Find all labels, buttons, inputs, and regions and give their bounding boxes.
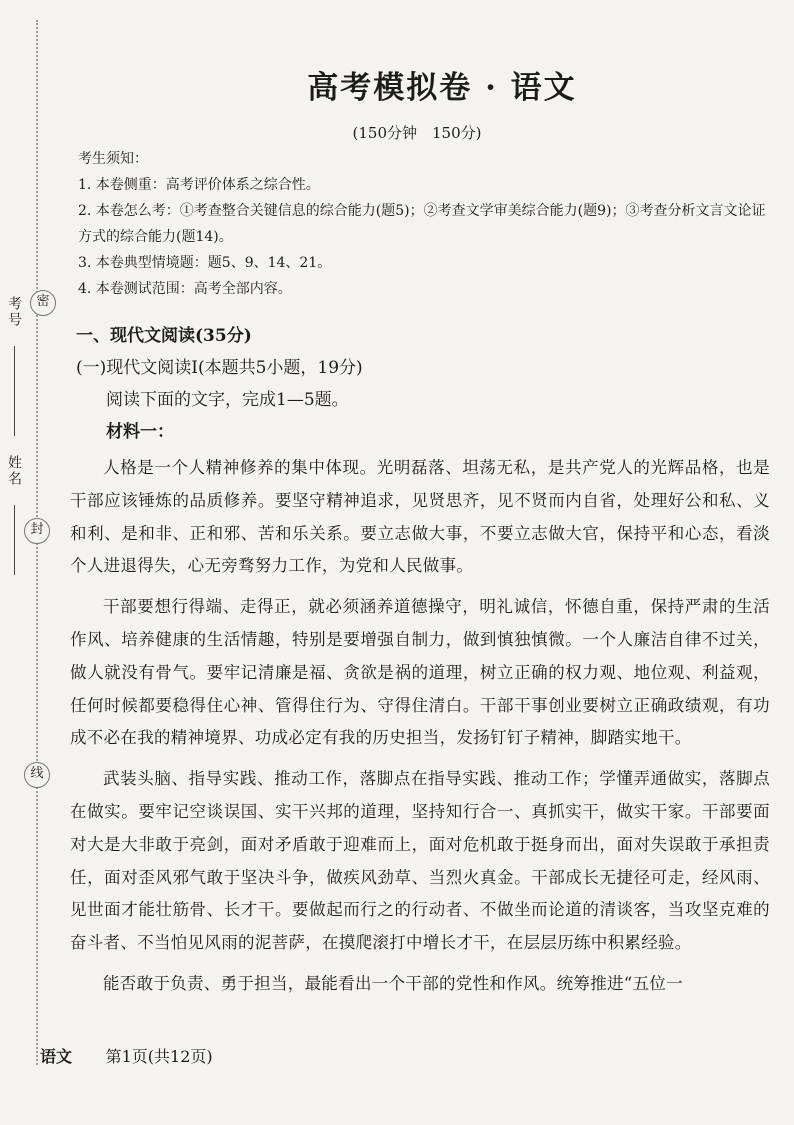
exam-number-line [14, 346, 15, 436]
footer-page-number: 第1页(共12页) [105, 1047, 213, 1066]
exam-duration-score: (150分钟 150分) [352, 124, 482, 142]
name-label: 姓名 [6, 455, 22, 487]
notice-item: 1. 本卷侧重：高考评价体系之综合性。 [78, 177, 320, 193]
page-title: 高考模拟卷 · 语文 [307, 70, 577, 106]
paragraph: 能否敢于负责、勇于担当，最能看出一个干部的党性和作风。统筹推进“五位一 [103, 973, 683, 993]
notice-item: 3. 本卷典型情境题：题5、9、14、21。 [78, 255, 332, 271]
paragraph: 人格是一个人精神修养的集中体现。光明磊落、坦荡无私，是共产党人的光辉品格，也是干部应该锤炼的品质修养。要坚守精神追求，见贤思齐，见不贤而内自省，处理好公和私、义和利、是和非、正和邪、苦和乐关系。要立志做大事，不要立志做大官，保持平和心态，看淡个人进退得失，心无旁骛努力工作，为党和人民做事。 [70, 458, 770, 576]
paragraph: 武装头脑、指导实践、推动工作，落脚点在指导实践、推动工作；学懂弄通做实，落脚点在做实。要牢记空谈误国、实干兴邦的道理，坚持知行合一、真抓实干，做实干家。干部要面对大是大非敢于亮剑，面对矛盾敢于迎难而上，面对危机敢于挺身而出，面对失误敢于承担责任，面对歪风邪气敢于坚决斗争，做疾风劲草、当烈火真金。干部成长无捷径可走，经风雨、见世面才能壮筋骨、长才干。要做起而行之的行动者、不做坐而论道的清谈客，当攻坚克难的奋斗者、不当怕见风雨的泥菩萨，在摸爬滚打中增长才干，在层层历练中积累经验。 [70, 769, 770, 953]
seal-mark-feng: 封 [24, 518, 50, 544]
footer-subject: 语文 [40, 1047, 73, 1066]
notice-item: 4. 本卷测试范围：高考全部内容。 [78, 281, 292, 297]
section-heading: 一、现代文阅读(35分) [76, 326, 252, 346]
notice-item: 2. 本卷怎么考：①考查整合关键信息的综合能力(题5)；②考查文学审美综合能力(题9)；③考查分析文言文论证方式的综合能力(题14)。 [78, 203, 766, 245]
seal-mark: 密 [30, 290, 56, 316]
notice-heading: 考生须知： [78, 151, 148, 167]
name-line [14, 505, 15, 575]
paragraph: 干部要想行得端、走得正，就必须涵养道德操守，明礼诚信，怀德自重，保持严肃的生活作风、培养健康的生活情趣，特别是要增强自制力，做到慎独慎微。一个人廉洁自律不过关，做人就没有骨气。要牢记清廉是福、贪欲是祸的道理，树立正确的权力观、地位观、利益观，任何时候都要稳得住心神、管得住行为、守得住清白。干部干事创业要树立正确政绩观，有功成不必在我的精神境界、功成必定有我的历史担当，发扬钉钉子精神，脚踏实地干。 [70, 597, 770, 748]
reading-content [70, 322, 770, 1009]
material-label: 材料一： [106, 422, 174, 442]
subsection-heading: (一)现代文阅读Ⅰ(本题共5小题，19分) [76, 358, 363, 378]
exam-number-label: 考号 [6, 296, 22, 328]
page-footer [40, 1044, 213, 1067]
notice-block [78, 146, 768, 302]
reading-instruction: 阅读下面的文字，完成1—5题。 [106, 390, 349, 410]
seal-mark-xian: 线 [24, 762, 50, 788]
binding-margin [0, 0, 60, 1125]
